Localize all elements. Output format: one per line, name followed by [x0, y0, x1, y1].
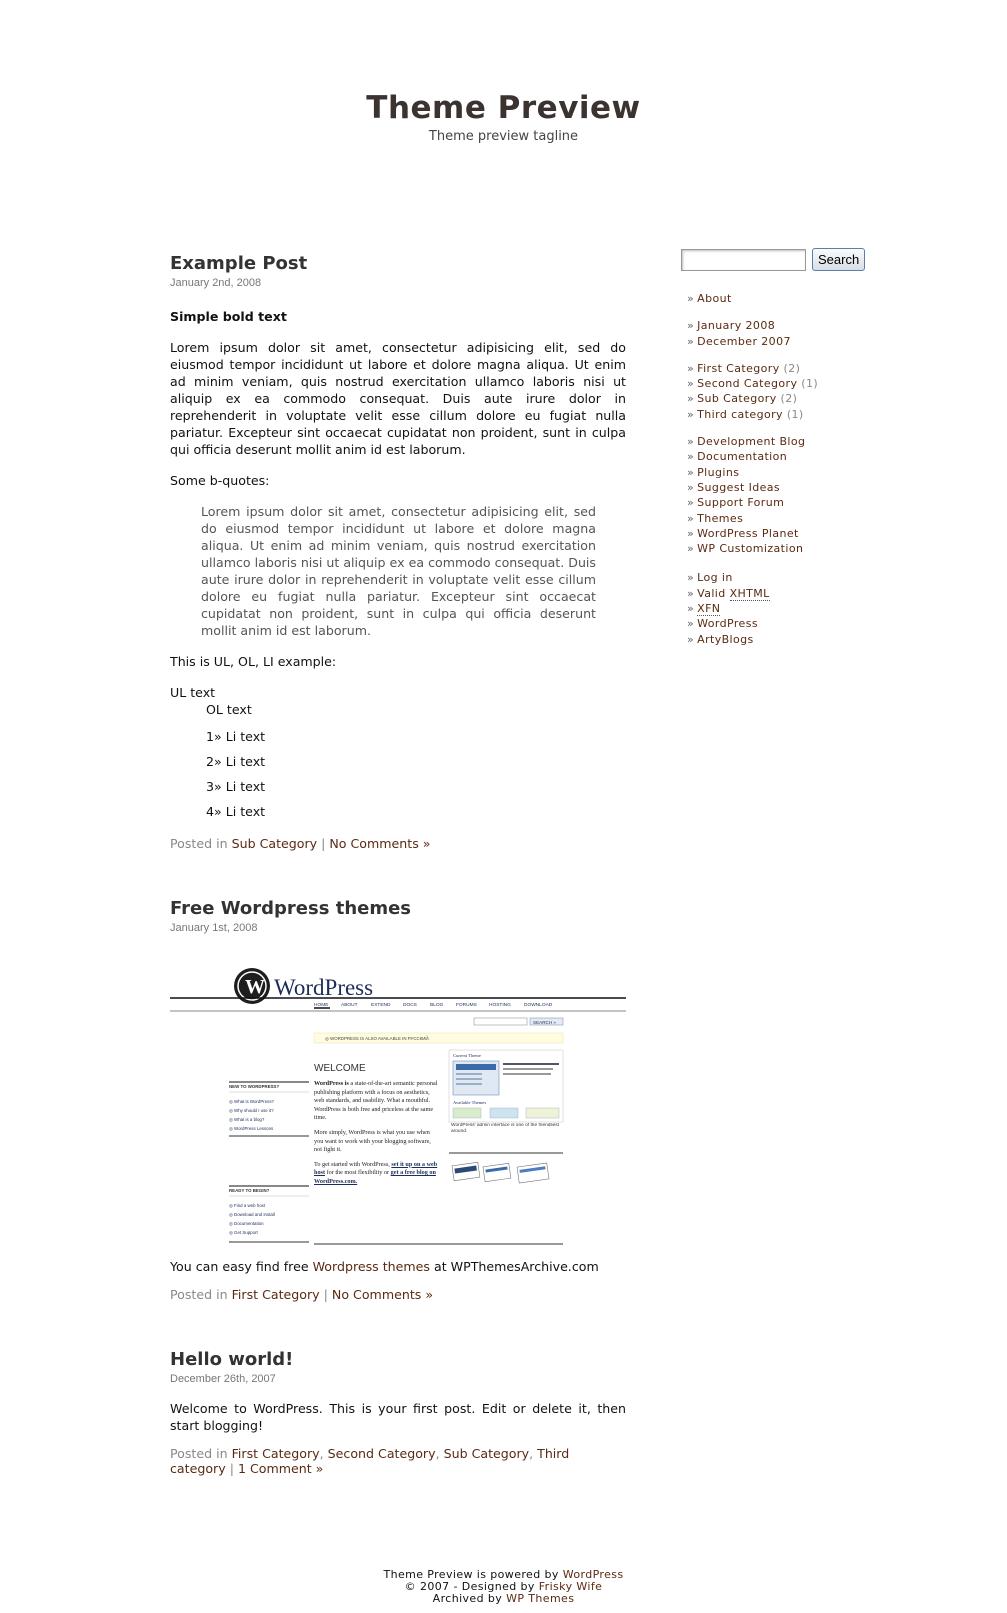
meta-prefix: Posted in	[170, 1287, 228, 1302]
bquote-intro: Some b-quotes:	[170, 473, 270, 488]
list-item: 3» Li text	[206, 779, 266, 794]
blogroll-link[interactable]: Development Blog	[697, 435, 806, 449]
post-example	[170, 252, 626, 851]
blogroll-link[interactable]: Plugins	[697, 465, 740, 479]
logo-text: WordPress	[274, 975, 374, 1000]
wp-nav-item: FORUMS	[456, 1003, 477, 1008]
blogroll-list	[681, 434, 881, 556]
blogroll-link[interactable]: Suggest Ideas	[697, 480, 781, 494]
blogroll-link[interactable]: Support Forum	[697, 496, 785, 510]
meta-prefix: Posted in	[170, 1446, 228, 1461]
category-count: (1)	[786, 407, 804, 421]
artyblogs-link[interactable]: ArtyBlogs	[697, 632, 754, 646]
sidebar	[681, 248, 881, 647]
wp-new-link: ◎ What is WordPress?	[229, 1099, 274, 1104]
list-item: » WordPress Planet	[687, 526, 799, 540]
wp-p3-link2: get a free blog on WordPress.com.	[314, 1169, 436, 1185]
footer-wordpress-link[interactable]: WordPress	[562, 1568, 624, 1581]
wp-p1: a state-of-the-art semantic personal publishing platform with a focus on aesthetics, web standards, and usability. What a mouthful. WordPress is both free and priceless at the same time.	[314, 1080, 438, 1122]
wp-p3a: To get started with WordPress,	[314, 1160, 390, 1168]
post-title-link[interactable]: Free Wordpress themes	[170, 898, 412, 919]
category-link[interactable]: First Category	[231, 1446, 320, 1461]
ol-text: OL text	[206, 702, 252, 717]
list-item: » Log in	[687, 571, 733, 585]
site-tagline: Theme preview tagline	[428, 129, 579, 144]
list-item: » Development Blog	[687, 435, 806, 449]
wp-nav-item: HOSTING	[489, 1003, 511, 1008]
meta-separator: |	[229, 1461, 234, 1476]
category-count: (1)	[801, 377, 819, 391]
meta-prefix: Posted in	[170, 836, 228, 851]
archive-link[interactable]: January 2008	[697, 319, 776, 333]
category-link[interactable]: First Category	[697, 361, 780, 375]
wp-ready-link: ◎ Find a web host	[229, 1203, 266, 1208]
logo-w-glyph: W	[245, 976, 265, 998]
post-entry	[170, 1400, 626, 1434]
meta-list	[681, 570, 881, 646]
wp-new-link: ◎ Why should I use it?	[229, 1108, 274, 1113]
category-link[interactable]: Third category	[697, 407, 783, 421]
li-list	[206, 724, 626, 824]
bold-text: Simple bold text	[170, 309, 287, 324]
wp-new-link: ◎ WordPress Lessons	[229, 1126, 274, 1131]
wp-nav-item: EXTEND	[371, 1003, 391, 1008]
wp-caption: WordPress' admin interface is one of the friendliest around.	[451, 1123, 560, 1134]
wp-welcome: WELCOME	[314, 1063, 366, 1074]
wp-new-heading: NEW TO WORDPRESS?	[229, 1084, 280, 1089]
list-item: » Valid XHTML	[687, 586, 770, 600]
list-item: » January 2008	[687, 319, 776, 333]
blogroll-link[interactable]: Documentation	[697, 450, 788, 464]
category-link[interactable]: First Category	[231, 1287, 320, 1302]
list-item: » December 2007	[687, 334, 791, 348]
wp-ready-link: ◎ Get Support	[229, 1230, 258, 1235]
list-item: 2» Li text	[206, 754, 266, 769]
footer-frisky-wife-link[interactable]: Frisky Wife	[538, 1580, 603, 1593]
list-item: » About	[687, 292, 732, 305]
wp-p1-bold: WordPress is	[314, 1080, 349, 1087]
footer-wp-themes-link[interactable]: WP Themes	[506, 1592, 575, 1605]
text-after: at WPThemesArchive.com	[433, 1259, 599, 1274]
wp-current-theme: Current Theme	[453, 1053, 481, 1058]
footer-line-2: © 2007 - Designed by Frisky Wife	[404, 1580, 603, 1593]
site-header	[0, 88, 1007, 146]
post-free-themes	[170, 897, 626, 1302]
site-footer	[0, 1569, 1007, 1605]
list-intro: This is UL, OL, LI example:	[170, 654, 337, 669]
category-link[interactable]: Sub Category	[443, 1446, 530, 1461]
post-entry	[170, 308, 626, 824]
category-count: (2)	[783, 361, 801, 375]
list-item: 1» Li text	[206, 729, 266, 744]
pages-list	[681, 291, 881, 306]
ul-text: UL text	[170, 685, 216, 700]
valid-xhtml-link[interactable]: Valid XHTML	[697, 586, 770, 600]
free-themes-paragraph	[170, 1258, 626, 1275]
post-meta	[170, 1287, 626, 1302]
category-link[interactable]: Third category	[170, 1446, 570, 1476]
categories-list	[681, 361, 881, 422]
search-input[interactable]	[681, 249, 806, 271]
wp-p3-link: set it up on a web host	[314, 1160, 438, 1177]
wp-available-themes: Available Themes	[453, 1100, 487, 1105]
list-item: » Third category (1)	[687, 407, 804, 421]
blockquote: Lorem ipsum dolor sit amet, consectetur adipisicing elit, sed do eiusmod tempor incididunt ut labore et dolore magna aliqua. Ut enim ad minim veniam, quis nostrud exercitation ullamco laboris nisi ut aliquip ex ea commodo consequat. Duis aute irure dolor in reprehenderit in voluptate velit esse cillum dolore eu fugiat nulla pariatur. Excepteur sint occaecat cupidatat non proident, sunt in culpa qui officia deserunt mollit anim id est laborum.	[201, 504, 596, 638]
list-item: » WordPress	[687, 617, 758, 631]
hello-paragraph: Welcome to WordPress. This is your first post. Edit or delete it, then start blogging!	[170, 1401, 626, 1433]
list-item: » Documentation	[687, 450, 788, 464]
wp-ready-link: ◎ Documentation	[229, 1221, 264, 1226]
list-item: 4» Li text	[206, 804, 266, 819]
comments-link[interactable]: No Comments »	[329, 836, 431, 851]
blogroll-link[interactable]: WordPress Planet	[697, 526, 799, 540]
search-form	[681, 248, 881, 271]
list-item: » Suggest Ideas	[687, 480, 781, 494]
meta-comma: ,	[529, 1446, 534, 1461]
content-column	[170, 252, 626, 1476]
text-before: You can easy find free	[170, 1259, 309, 1274]
archives-list	[681, 318, 881, 349]
category-link[interactable]: Sub Category	[697, 392, 777, 406]
blogroll-link[interactable]: WP Customization	[697, 542, 804, 556]
category-link[interactable]: Second Category	[327, 1446, 436, 1461]
archive-link[interactable]: December 2007	[697, 334, 791, 348]
list-item: » Second Category (1)	[687, 377, 819, 391]
category-link[interactable]: Sub Category	[231, 836, 318, 851]
wp-nav-item: HOME	[314, 1003, 329, 1008]
search-button[interactable]: Search	[812, 248, 865, 271]
post-meta	[170, 1446, 626, 1476]
wp-ready-link: ◎ Download and Install	[229, 1212, 275, 1217]
category-link[interactable]: Second Category	[697, 377, 798, 391]
xfn-link[interactable]: XFN	[697, 602, 721, 616]
wp-new-link: ◎ What is a blog?	[229, 1117, 265, 1122]
login-link[interactable]: Log in	[697, 571, 733, 585]
wordpress-screenshot-image	[170, 962, 626, 1246]
post-title-link[interactable]: Hello world!	[170, 1349, 294, 1370]
blogroll-link[interactable]: Themes	[697, 511, 744, 525]
lorem-paragraph: Lorem ipsum dolor sit amet, consectetur adipisicing elit, sed do eiusmod tempor incididunt ut labore et dolore magna aliqua. Ut enim ad minim veniam, quis nostrud exercitation ullamco laboris nisi ut aliquip ex ea commodo consequat. Duis aute irure dolor in reprehenderit in voluptate velit esse cillum dolore eu fugiat nulla pariatur. Excepteur sint occaecat cupidatat non proident, sunt in culpa qui officia deserunt mollit anim id est laborum.	[170, 340, 626, 457]
post-entry	[170, 1258, 626, 1275]
wp-notice: ◎ WORDPRESS IS ALSO AVAILABLE IN РУССКИЙ.	[325, 1036, 430, 1041]
meta-separator: |	[321, 836, 326, 851]
meta-comma: ,	[319, 1446, 324, 1461]
post-meta	[170, 836, 626, 851]
wp-nav-item: BLOG	[430, 1003, 444, 1008]
list-item: » Support Forum	[687, 496, 785, 510]
wordpress-link[interactable]: WordPress	[697, 617, 758, 631]
post-title-link[interactable]: Example Post	[170, 253, 308, 274]
list-item: » WP Customization	[687, 542, 804, 556]
post-date: January 1st, 2008	[170, 922, 258, 934]
category-count: (2)	[780, 392, 798, 406]
footer-line-1: Theme Preview is powered by WordPress	[383, 1568, 624, 1581]
comments-link[interactable]: 1 Comment »	[237, 1461, 324, 1476]
wp-nav-item: DOCS	[403, 1003, 417, 1008]
wp-nav-item: ABOUT	[341, 1003, 358, 1008]
list-item: » First Category (2)	[687, 361, 801, 375]
wp-search-button: SEARCH »	[533, 1020, 556, 1025]
wp-p2: More simply, WordPress is what you use when you want to work with your blogging software, not fight it.	[314, 1128, 431, 1154]
list-item: » XFN	[687, 602, 721, 616]
wp-p3b: for the most flexibility or	[326, 1169, 390, 1177]
list-item: » Sub Category (2)	[687, 392, 798, 406]
post-date: January 2nd, 2008	[170, 277, 262, 289]
meta-comma: ,	[435, 1446, 440, 1461]
post-hello-world	[170, 1348, 626, 1476]
wordpress-themes-link[interactable]: Wordpress themes	[312, 1259, 430, 1274]
sidebar-link-about[interactable]: About	[697, 292, 732, 305]
wp-ready-heading: READY TO BEGIN?	[229, 1188, 270, 1193]
meta-separator: |	[323, 1287, 328, 1302]
comments-link[interactable]: No Comments »	[331, 1287, 434, 1302]
list-item: » Plugins	[687, 465, 740, 479]
site-title-link[interactable]: Theme Preview	[366, 90, 641, 126]
list-item: » Themes	[687, 511, 744, 525]
post-date: December 26th, 2007	[170, 1373, 276, 1385]
footer-line-3: Archived by WP Themes	[432, 1592, 575, 1605]
list-item: » ArtyBlogs	[687, 632, 754, 646]
wp-nav-item: DOWNLOAD	[524, 1003, 553, 1008]
